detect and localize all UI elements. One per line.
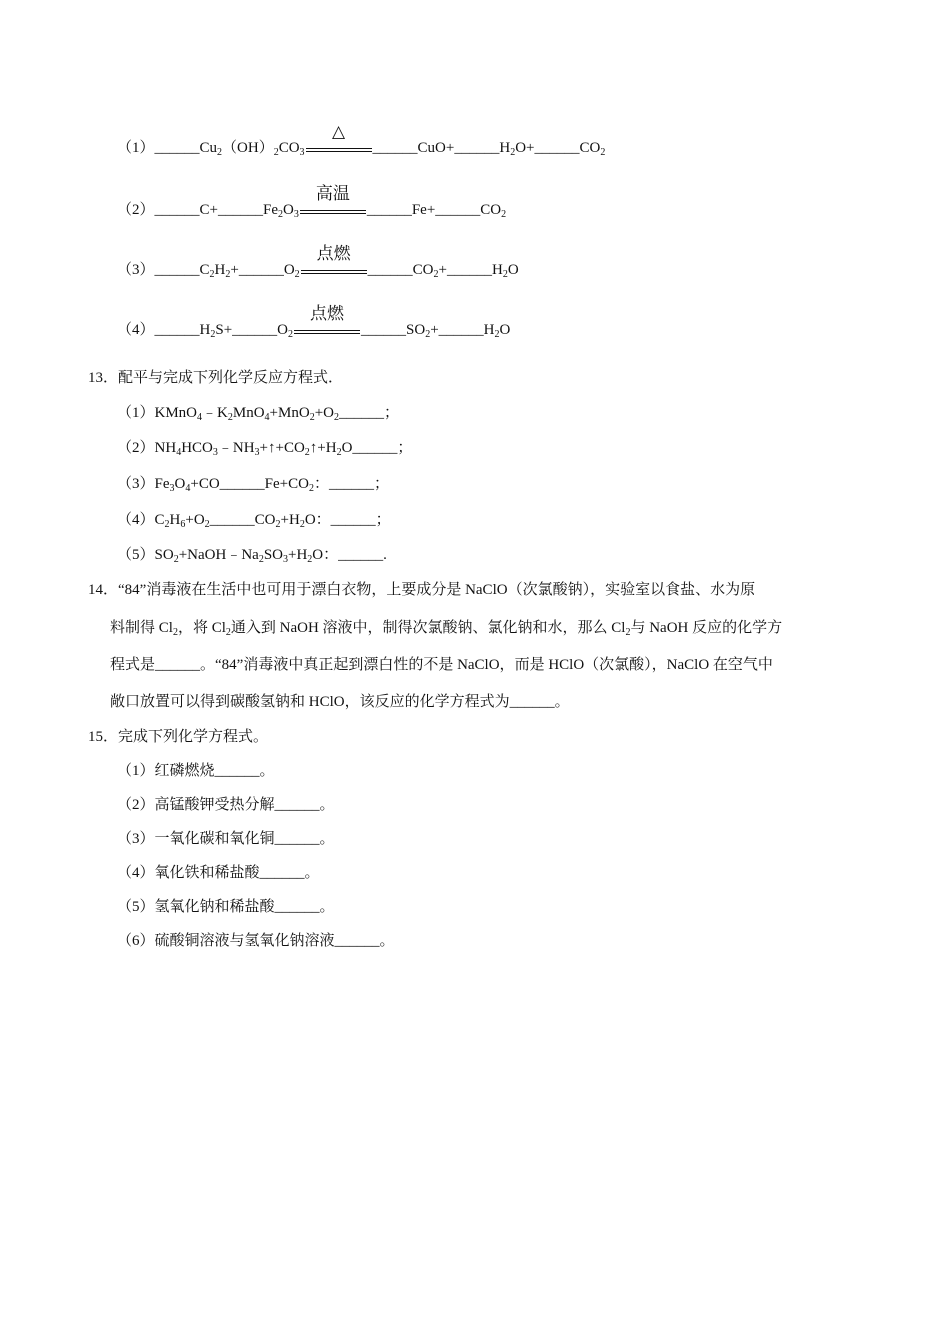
equation-4: $(4)\_\_\_\_\_\_H_2S+\_\_\_\_\_\_O_2$ 点燃 $\_\_\_\_\_\_SO_2+\_\_\_\_\_\_H_2O$ xyxy=(117,304,511,340)
condition-high-temp: 高温 xyxy=(300,200,366,220)
condition-ignite: 点燃 xyxy=(294,320,360,340)
equation-1: $(1)\_\_\_\_\_\_Cu_2(OH)_2CO_3$ △ $\_\_\_\_\_\_CuO+\_\_\_\_\_\_H_2O+\_\_\_\_\_\_CO_2$ xyxy=(117,122,606,158)
condition-ignite: 点燃 xyxy=(301,260,367,280)
q15-sub-4: （4）氧化铁和稀盐酸______。 xyxy=(117,865,320,881)
q15-sub-2: （2）高锰酸钾受热分解______。 xyxy=(117,797,335,813)
q15-sub-5: （5）氢氧化钠和稀盐酸______。 xyxy=(117,899,335,915)
q13-sub-3: $(3)Fe_3O_4+CO\_\_\_\_\_\_Fe+CO_2$：______； xyxy=(117,476,389,494)
condition-heat: △ xyxy=(306,138,372,158)
question-13-title: 13．配平与完成下列化学反应方程式． xyxy=(88,370,344,386)
question-14-line-3: 程式是______。“84”消毒液中真正起到漂白性的不是 NaClO，而是 HClO（次氯酸），NaClO 在空气中 xyxy=(110,657,773,673)
question-14-line-4: 敞口放置可以得到碳酸氢钠和 HClO，该反应的化学方程式为______。 xyxy=(110,694,570,710)
q13-sub-2: $(2)NH_4HCO_3﹣NH_3+↑+CO_2↑+H_2O\_\_\_\_\_\_$； xyxy=(117,440,413,458)
question-14-line-1: 14．“84”消毒液在生活中也可用于漂白衣物，上要成分是 NaClO（次氯酸钠），实验室以食盐、水为原 xyxy=(88,582,756,598)
equation-3: $(3)\_\_\_\_\_\_C_2H_2+\_\_\_\_\_\_O_2$ 点燃 $\_\_\_\_\_\_CO_2+\_\_\_\_\_\_H_2O$ xyxy=(117,244,519,280)
q15-sub-3: （3）一氧化碳和氧化铜______。 xyxy=(117,831,335,847)
equation-2: $(2)\_\_\_\_\_\_C+\_\_\_\_\_\_Fe_2O_3$ 高温 $\_\_\_\_\_\_Fe+\_\_\_\_\_\_CO_2$ xyxy=(117,184,507,220)
q15-sub-1: （1）红磷燃烧______。 xyxy=(117,763,275,779)
question-15-title: 15．完成下列化学方程式。 xyxy=(88,729,269,745)
q15-sub-6: （6）硫酸铜溶液与氢氧化钠溶液______。 xyxy=(117,933,395,949)
q13-sub-4: $(4)C_2H_6+O_2\_\_\_\_\_\_CO_2+H_2O$：______； xyxy=(117,512,391,530)
q13-sub-1: $(1)KMnO_4﹣K_2MnO_4+MnO_2+O_2\_\_\_\_\_\_$； xyxy=(117,405,399,423)
q13-sub-5: $(5)SO_2+NaOH﹣Na_2SO_3+H_2O$：______. xyxy=(117,547,387,565)
question-14-line-2: 料制得 $Cl_2$，将 $Cl_2$通入到 NaOH 溶液中，制得次氯酸钠、氯化钠和水，那么 $Cl_2$与 NaOH 反应的化学方 xyxy=(110,620,783,638)
